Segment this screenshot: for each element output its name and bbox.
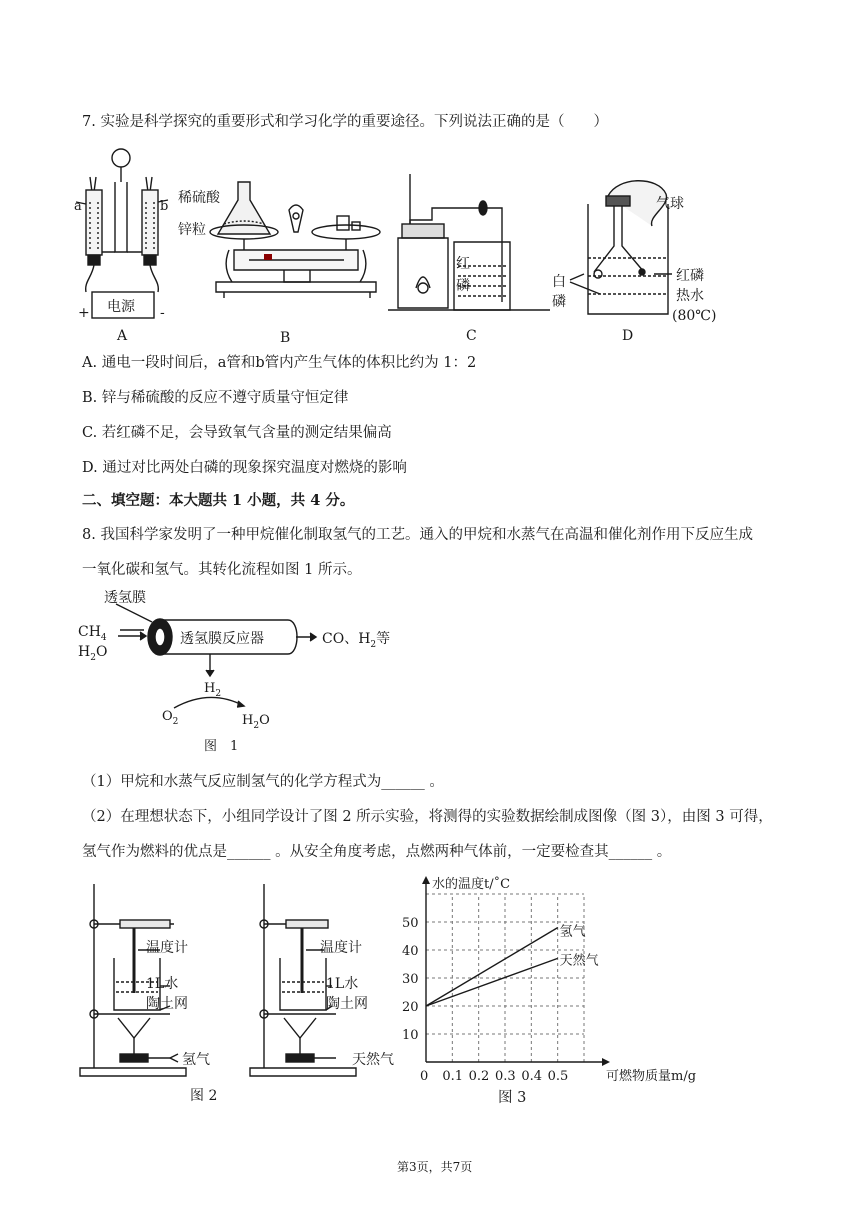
q8-part2-line1: （2）在理想状态下，小组同学设计了图 2 所示实验，将测得的实验数据绘制成图像（图 3），由图 3 可得， [82,809,773,825]
label-ch4: CH [78,624,101,640]
label-plus: + [78,305,90,321]
label-minus: - [160,305,165,321]
label-zinc: 锌粒 [178,222,206,238]
label-b: b [160,199,169,214]
label-red: 红 [456,256,470,272]
x-axis-arrow [602,1058,610,1066]
x-tick-label: 0 [420,1069,429,1084]
label-letter-b: B [280,330,291,346]
label-white1: 白 [552,274,566,290]
svg-text:CH4 [78,624,107,643]
label-water-1: 1L水 [146,976,179,992]
x-tick-label: 0.4 [521,1069,543,1084]
label-hot: 热水 [676,288,704,304]
svg-text:H2O [242,713,270,731]
svg-text:H2O [78,644,107,663]
series-label: 氢气 [559,924,586,940]
label-h2: H [204,681,216,696]
figure-1-flow [74,588,414,758]
label-h2o-in-sub: 2 [90,653,96,663]
label-letter-a: A [117,328,128,344]
label-h2o-in-o: O [95,644,108,660]
x-tick-label: 0.1 [442,1069,464,1084]
label-phos: 磷 [456,278,470,294]
label-acid: 稀硫酸 [178,190,220,206]
label-h2o: H [242,713,254,728]
svg-text:O2 [162,709,178,727]
label-out-end: 等 [376,631,391,647]
label-letter-d: D [622,328,634,344]
label-reactor: 透氢膜反应器 [180,631,264,647]
y-tick-label: 40 [402,944,419,959]
q7-option-a: A. 通电一段时间后，a管和b管内产生气体的体积比约为 1：2 [82,355,477,371]
label-ch4-sub: 4 [100,633,107,643]
label-o2: O [162,709,173,724]
label-gas-natural: 天然气 [352,1052,394,1068]
label-out: CO、H [322,631,371,647]
y-tick-label: 10 [402,1028,419,1043]
label-balloon: 气球 [656,196,684,212]
q8-part1: （1）甲烷和水蒸气反应制氢气的化学方程式为______ 。 [82,774,444,790]
y-tick-label: 50 [402,916,419,931]
y-axis-arrow [422,876,430,884]
label-thermo-1: 温度计 [146,940,188,956]
q7-option-d: D. 通过对比两处白磷的现象探究温度对燃烧的影响 [82,460,407,476]
figure-3-chart [402,868,738,1112]
label-white2: 磷 [552,294,566,310]
x-tick-label: 0.3 [495,1069,516,1084]
label-out-sub: 2 [370,640,377,650]
label-o2-sub: 2 [172,717,179,727]
label-redp: 红磷 [676,268,704,284]
label-gas-hydrogen: 氢气 [182,1052,210,1068]
q8-part2-line2: 氢气作为燃料的优点是______ 。从安全角度考虑，点燃两种气体前，一定要检查其______ 。 [82,844,672,860]
label-temp: (80℃) [672,308,717,324]
q7-option-c: C. 若红磷不足，会导致氧气含量的测定结果偏高 [82,425,392,441]
section-heading: 二、填空题：本大题共 1 小题，共 4 分。 [82,492,355,509]
figure-2-caption: 图 2 [190,1088,218,1104]
x-tick-label: 0.5 [547,1069,569,1084]
label-thermo-2: 温度计 [320,940,362,956]
label-power: 电源 [107,299,135,315]
label-water-2: 1L水 [326,976,359,992]
label-h2o-in: H [78,644,91,660]
svg-text:H2 [204,681,221,699]
y-axis-label: 水的温度t/˚C [432,877,511,892]
q7-stem: 7. 实验是科学探究的重要形式和学习化学的重要途径。下列说法正确的是（ ） [82,114,608,130]
series-line [426,928,558,1006]
y-tick-label: 20 [402,1000,419,1015]
label-h2o-o: O [259,713,270,728]
figure-3-caption: 图 3 [498,1090,527,1106]
figure-a-electrolysis [74,142,174,347]
page-footer: 第3页，共7页 [397,1160,473,1174]
series-label: 天然气 [559,953,599,969]
label-h2o-sub: 2 [253,721,260,731]
label-net-2: 陶土网 [326,996,368,1012]
x-tick-label: 0.2 [468,1069,490,1084]
q7-option-b: B. 锌与稀硫酸的反应不遵守质量守恒定律 [82,390,349,406]
label-h2-sub: 2 [215,689,222,699]
label-letter-c: C [466,328,477,344]
reservoir-bulb [112,149,130,167]
y-tick-label: 30 [402,972,419,987]
figure-b-balance [174,172,396,348]
label-membrane: 透氢膜 [104,590,146,606]
x-axis-label: 可燃物质量m/g [606,1069,697,1084]
series-line [426,958,558,1006]
q8-line2: 一氧化碳和氢气。其转化流程如图 1 所示。 [82,562,362,578]
label-a: a [74,199,82,214]
figure-2-apparatus [74,878,414,1108]
q8-line1: 8. 我国科学家发明了一种甲烷催化制取氢气的工艺。通入的甲烷和水蒸气在高温和催化剂作用下反应生成 [82,527,753,543]
figure-d-balloon [548,176,728,348]
svg-text:CO、H2等 [322,631,390,650]
figure-1-caption: 图 1 [204,739,239,754]
label-net-1: 陶土网 [146,996,188,1012]
figure-c-phosphorus [386,170,554,348]
